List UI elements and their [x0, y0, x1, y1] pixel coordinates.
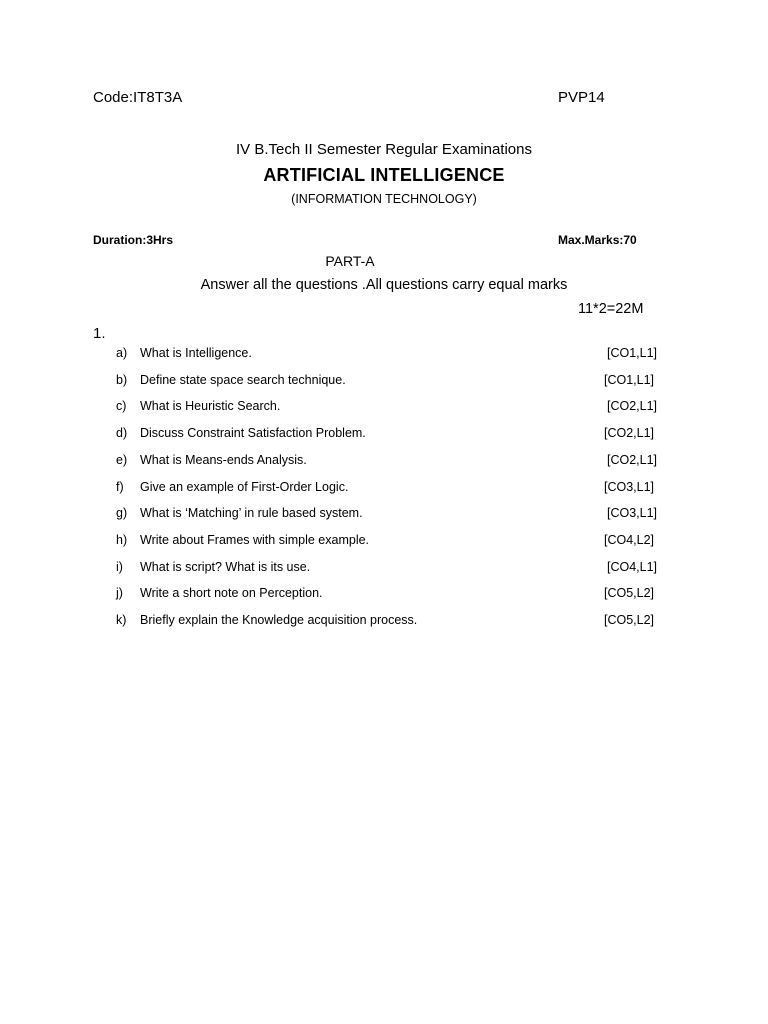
question-label: j) [116, 586, 123, 601]
course-outcome: [CO2,L1] [607, 399, 658, 414]
question-text: What is Intelligence. [140, 346, 252, 360]
course-outcome: [CO5,L2] [604, 613, 655, 627]
course-outcome: [CO1,L1] [607, 346, 658, 360]
course-outcome: [CO4,L2] [604, 532, 655, 547]
department: (INFORMATION TECHNOLOGY) [291, 192, 477, 206]
course-outcome: [CO4,L1] [607, 559, 658, 574]
question-label: g) [116, 506, 128, 521]
duration: Duration:3Hrs [93, 233, 174, 247]
question-item [0, 560, 768, 580]
question-item [0, 533, 768, 553]
max-marks: Max.Marks:70 [558, 233, 637, 247]
question-text: Define state space search technique. [140, 372, 346, 387]
question-label: e) [116, 452, 128, 467]
question-item [0, 613, 768, 633]
question-item [0, 346, 768, 366]
subject-title: ARTIFICIAL INTELLIGENCE [263, 165, 505, 185]
question-item [0, 453, 768, 473]
question-label: i) [116, 559, 123, 574]
exam-title: IV B.Tech II Semester Regular Examinations [236, 141, 532, 158]
question-text: Write about Frames with simple example. [140, 532, 370, 547]
question-label: a) [116, 346, 128, 360]
question-text: Discuss Constraint Satisfaction Problem. [140, 426, 366, 441]
course-outcome: [CO5,L2] [604, 586, 655, 601]
question-item [0, 480, 768, 500]
question-text: Briefly explain the Knowledge acquisition process. [140, 613, 418, 627]
course-code: Code:IT8T3A [93, 89, 183, 106]
question-item [0, 373, 768, 393]
question-label: b) [116, 372, 128, 387]
question-label: h) [116, 532, 128, 547]
question-text: What is script? What is its use. [140, 559, 311, 574]
part-heading: PART-A [325, 253, 375, 269]
question-item [0, 399, 768, 419]
question-item [0, 506, 768, 526]
question-label: d) [116, 426, 128, 441]
question-text: Write a short note on Perception. [140, 586, 323, 601]
regulation-code: PVP14 [558, 89, 605, 106]
course-outcome: [CO2,L1] [607, 452, 658, 467]
course-outcome: [CO2,L1] [604, 426, 655, 441]
question-label: f) [116, 479, 124, 494]
question-label: c) [116, 399, 127, 414]
question-text: What is Means-ends Analysis. [140, 452, 307, 467]
instructions: Answer all the questions .All questions carry equal marks [200, 277, 568, 293]
course-outcome: [CO3,L1] [607, 506, 658, 521]
marks-scheme: 11*2=22M [578, 301, 644, 317]
question-text: What is ‘Matching’ in rule based system. [140, 506, 363, 521]
course-outcome: [CO3,L1] [604, 479, 655, 494]
question-item [0, 586, 768, 606]
course-outcome: [CO1,L1] [604, 372, 655, 387]
question-label: k) [116, 613, 127, 627]
question-text: What is Heuristic Search. [140, 399, 281, 414]
question-number: 1. [93, 325, 106, 342]
question-text: Give an example of First-Order Logic. [140, 479, 349, 494]
question-item [0, 426, 768, 446]
